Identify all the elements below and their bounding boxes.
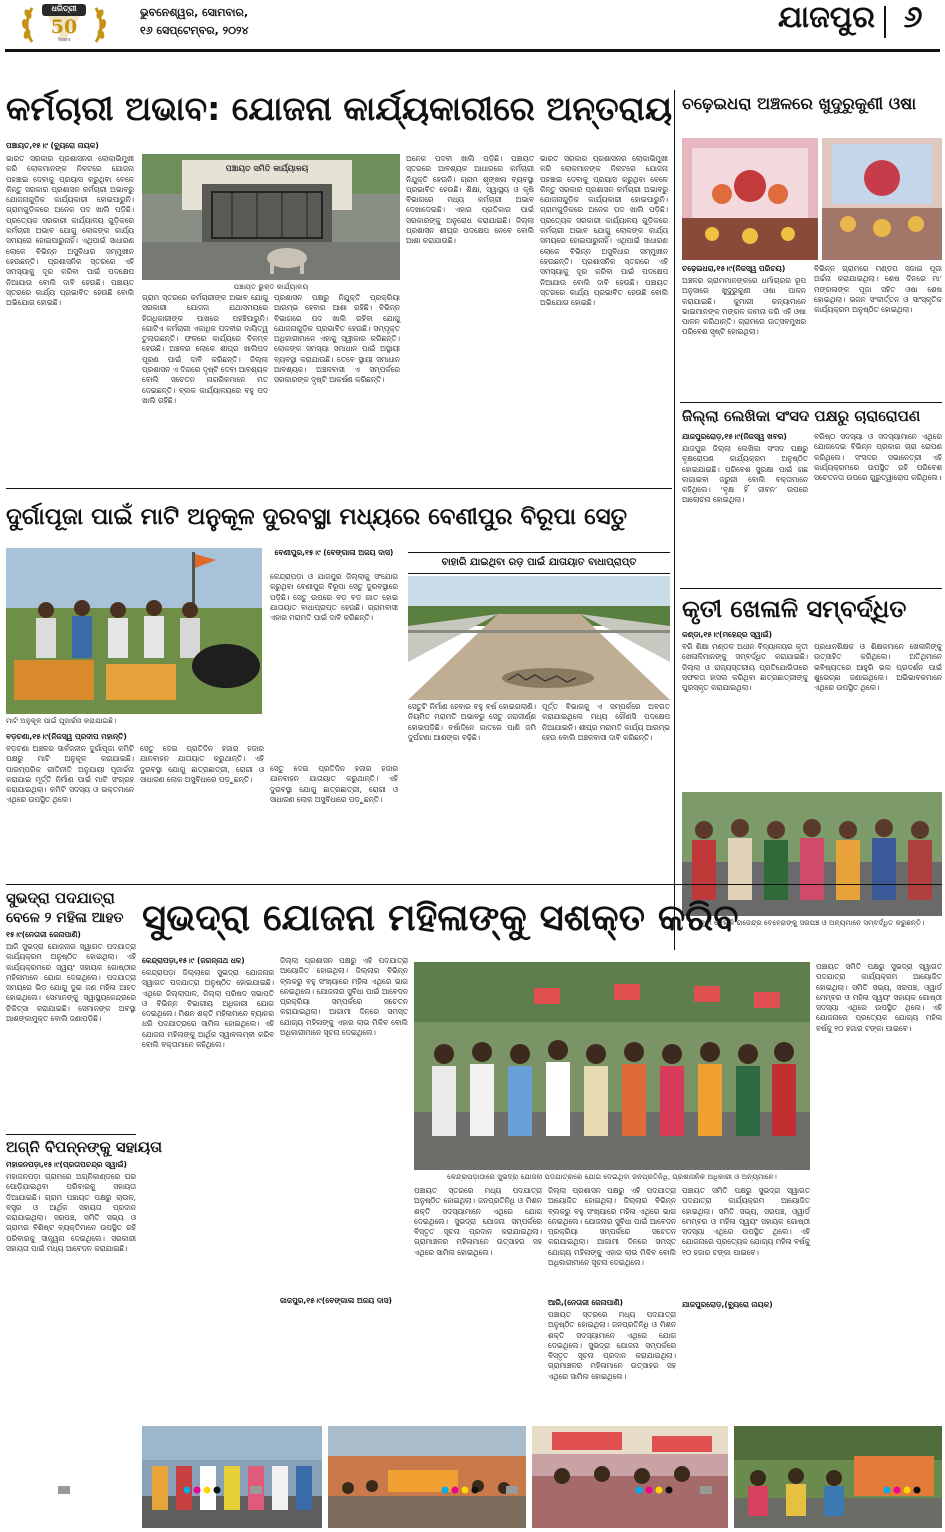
chadhei-column-2: ବିଭିନ୍ନ ଗ୍ରାମରେ ମଣ୍ଡପ ସଜାଇ ପୂଜା ଅର୍ଚ୍ଚନା କରାଯାଇଥିଲା। ଶେଷ ଦିନରେ ମା’ ମଙ୍ଗଳାଙ୍କ ପୂଜା ସହିତ ଓଷା ଶେଷ ହୋଇଥିଲା। ଭଜନ ସଂକୀର୍ତ୍ତନ ଓ ସାଂସ୍କୃତିକ କାର୍ଯ୍ୟକ୍ରମ ଅନୁଷ୍ଠିତ ହୋଇଥିଲା। (814, 264, 942, 315)
registration-mark (506, 1486, 518, 1494)
subhadra-strip-photo-2 (328, 1426, 526, 1528)
masthead-place-day: ଭୁବନେଶ୍ୱର, ସୋମବାର, (140, 6, 249, 19)
subhadra-top-rule (6, 884, 942, 885)
lead-column-3: ପ୍ରଶାସନ ପକ୍ଷରୁ ନିଯୁକ୍ତି ପ୍ରକ୍ରିୟା ଆରମ୍ଭ ହେବାର ଆଶା ରହିଛି। ବିଭିନ୍ନ ବିଭାଗରେ ପଦ ଖାଲି ରହିବା ଯୋଗୁ ଯୋଜନାଗୁଡ଼ିକ ପ୍ରଭାବିତ ହେଉଛି। ସମ୍ପୃକ୍ତ ଅଧିକାରୀମାନେ ଏହାକୁ ସ୍ୱୀକାର କରିଛନ୍ତି। ଲୋକଙ୍କ ସମସ୍ୟା ସମାଧାନ ପାଇଁ ଅସ୍ଥାୟୀ ବ୍ୟବସ୍ଥା କରାଯାଉଛି। ତେବେ ସ୍ଥାୟୀ ସମାଧାନ ଆବଶ୍ୟକ। ଅଞ୍ଚଳବାସୀ ଏ ସମ୍ପର୍କରେ ସରକାରଙ୍କ ଦୃଷ୍ଟି ଆକର୍ଷଣ କରିଛନ୍ତି। (274, 293, 400, 385)
kruti-column-1: ବରି ଶିକ୍ଷା ମଣ୍ଡଳ ଅଧୀନ ବିଦ୍ୟାଳୟର କୃତୀ ଖେଳାଳିମାନଙ୍କୁ ସମ୍ବର୍ଦ୍ଧିତ କରାଯାଇଛି। ଜିଲ୍ଲା ଓ ରାଜ୍ୟସ୍ତରୀୟ ପ୍ରତିଯୋଗିତାରେ ସଫଳତା ହାସଲ କରିଥିବା ଛାତ୍ରଛାତ୍ରୀଙ୍କୁ ପୁରସ୍କୃତ କରାଯାଇଥିଲା। (682, 642, 808, 693)
subhadra-sub-dateline-2: ଆରି,(ନେତାଜୀ ଜେନାପାଣି) (548, 1298, 623, 1307)
agni-headline: ଅଗ୍ନି ବିପନ୍ନଙ୍କୁ ସହାୟତା (6, 1138, 163, 1156)
registration-mark (58, 1486, 70, 1494)
print-registration-marks (0, 1482, 945, 1498)
jilla-dateline: ଯାଜପୁରରୋଡ଼,୧୫।୯(ନିଜସ୍ୱ ଖବର) (682, 432, 787, 441)
subhadra-strip-photo-1 (142, 1426, 322, 1528)
subhadra-column-6: ପଞ୍ଚାୟତ ସମିତି ପକ୍ଷରୁ ସୁଭଦ୍ରା ସ୍ୱାଗତ ପଦଯାତ୍ରା କାର୍ଯ୍ୟକ୍ରମ ଆୟୋଜିତ ହୋଇଥିଲା। ସମିତି ସଭ୍ୟ, ସରପଞ୍ଚ, ଓ୍ୱାର୍ଡ ମେମ୍ବର ଓ ମହିଳା ସ୍ୱୟଂ ସହାୟକ ଗୋଷ୍ଠୀ ସଦସ୍ୟା ଏଥିରେ ଉପସ୍ଥିତ ଥିଲେ। ଏହି ଯୋଜନାରେ ପ୍ରତ୍ୟେକ ଯୋଗ୍ୟ ମହିଳା ବର୍ଷକୁ ୧୦ ହଜାର ଟଙ୍କା ପାଇବେ। (682, 1186, 810, 1257)
jilla-column-1: ଯାଜପୁର ଜିଲ୍ଲା ଲେଖିକା ସଂସଦ ପକ୍ଷରୁ ବୃକ୍ଷରୋପଣ କାର୍ଯ୍ୟକ୍ରମ ଅନୁଷ୍ଠିତ ହୋଇଯାଇଛି। ପରିବେଶ ସୁରକ୍ଷା ପାଇଁ ଗଛ ଲଗାଇବା ଜରୁରୀ ବୋଲି ବକ୍ତାମାନେ କହିଥିଲେ। ‘ବୃକ୍ଷ ହିଁ ଜୀବନ’ ଉପରେ ଆଲୋଚନା ହୋଇଥିଲା। (682, 444, 808, 505)
durga-left-dateline: ବଡ଼ଚଣା,୧୫।୯(ନିଜସ୍ୱ ପ୍ରଦୀପ ମହାନ୍ତି) (6, 732, 127, 741)
lead-column-1: ଭାରତ ସରକାର ପ୍ରଶାସନର ଲୋକାଭିମୁଖୀ କରି ଲୋକମାନଙ୍କ ନିକଟରେ ଯୋଜନା ପହଞ୍ଚାଇ ଦେବାକୁ ପ୍ରୟାସ କରୁଥିବା ବେଳେ କିନ୍ତୁ ସରକାର ପ୍ରଶାସନ କର୍ମଚାରୀ ଅଭାବରୁ ଯୋଜନାଗୁଡ଼ିକ କାର୍ଯ୍ୟକାରୀ ହୋଇପାରୁନି। ଗ୍ରାମଗୁଡ଼ିକରେ ଅନେକ ପଦ ଖାଲି ପଡ଼ିଛି। ପ୍ରତ୍ୟେକ ସରକାରୀ କାର୍ଯ୍ୟାଳୟ ଗୁଡ଼ିକରେ କର୍ମଚାରୀ ଅଭାବ ଯୋଗୁ ଲୋକଙ୍କ କାର୍ଯ୍ୟ ସମୟରେ ହୋଇପାରୁନାହିଁ। ଏଥିପାଇଁ ସାଧାରଣ ଲୋକେ ବିଭିନ୍ନ ଅସୁବିଧାର ସମ୍ମୁଖୀନ ହେଉଛନ୍ତି। ପ୍ରଶାସନିକ ସ୍ତରରେ ଏହି ସମସ୍ୟାକୁ ଦୂର କରିବା ପାଇଁ ପଦକ୍ଷେପ ନିଆଯାଉ ବୋଲି ଦାବି ହେଉଛି। ପଞ୍ଚାୟତ ସ୍ତରରେ କାର୍ଯ୍ୟ ପ୍ରଭାବିତ ହେଉଛି ବୋଲି ଅଭିଯୋଗ ହୋଇଛି। (6, 154, 134, 308)
agni-rule (6, 1134, 136, 1135)
jilla-rule (680, 588, 942, 589)
subhadra-main-photo (414, 962, 810, 1170)
subhadra-column-3: ପଞ୍ଚାୟତ ସ୍ତରରେ ମଧ୍ୟ ପଦଯାତ୍ରା ଅନୁଷ୍ଠିତ ହୋଇଥିଲା। ଜନପ୍ରତିନିଧି ଓ ମିଶନ ଶକ୍ତି ସଦସ୍ୟାମାନେ ଏଥିରେ ଯୋଗ ଦେଇଥିଲେ। ସୁଭଦ୍ରା ଯୋଜନା ସମ୍ପର୍କରେ ବିସ୍ତୃତ ସୂଚନା ପ୍ରଦାନ କରାଯାଇଥିଲା। ଗ୍ରାମାଞ୍ଚଳର ମହିଳାମାନେ ଉତ୍ସାହର ସହ ଏଥିରେ ସାମିଲ ହୋଇଥିଲେ। (414, 1186, 542, 1257)
jilla-column-2: ବରିଷ୍ଠ ସଦସ୍ୟା ଓ ସଦସ୍ୟାମାନେ ଏଥିରେ ଯୋଗଦେଇ ବିଭିନ୍ନ ପ୍ରକାର ଚାରା ରୋପଣ କରିଥିଲେ। ସଂସଦର ସଭାନେତ୍ରୀ ଏହି କାର୍ଯ୍ୟକ୍ରମରେ ଉପସ୍ଥିତ ରହି ପରିବେଶ ସଚେତନତା ଉପରେ ଗୁରୁତ୍ୱାରୋପ କରିଥିଲେ। (814, 432, 942, 483)
subhadra-small-dateline: ୧୫।୯(ନେତାଜୀ ଜେନାପାଣି) (6, 930, 81, 939)
subhadra-main-caption: କେନ୍ଦ୍ରାପଡ଼ାଠାରେ ସୁଭଦ୍ରା ଯୋଜନା ପଦଯାତ୍ରାରେ ଯୋଗ ଦେଇଥିବା ଜନପ୍ରତିନିଧି, ପ୍ରଶାସନିକ ଅଧିକାରୀ ଓ ଅନ୍ୟମାନେ। (447, 1172, 777, 1181)
masthead (0, 0, 945, 50)
kruti-column-2: ପ୍ରଧାନଶିକ୍ଷକ ଓ ଶିକ୍ଷକମାନେ ଖେଳାଳିଙ୍କୁ ଉତ୍ସାହିତ କରିଥିଲେ। ଅତିଥିମାନେ ଭବିଷ୍ୟତରେ ଆହୁରି ଭଲ ପ୍ରଦର୍ଶନ ପାଇଁ ଶୁଭେଚ୍ଛା ଜଣାଇଥିଲେ। ଅଭିଭାବକମାନେ ଏଥିରେ ଉପସ୍ଥିତ ଥିଲେ। (814, 642, 942, 693)
kruti-caption: କୃତୀ ଖେଳାଳି ରାଜେନ୍ଦ୍ର ବେହେରାଙ୍କୁ ସରପଞ୍ଚ ଓ ଅନ୍ୟମାନେ ସମ୍ବର୍ଦ୍ଧିତ କରୁଛନ୍ତି। (699, 918, 925, 927)
anniversary-logo (18, 2, 110, 46)
color-dots-icon (440, 1484, 480, 1496)
subhadra-headline: ସୁଭଦ୍ରା ଯୋଜନା ମହିଳାଙ୍କୁ ସଶକ୍ତ କରିବ (142, 896, 739, 939)
section-title: ଯାଜପୁର (778, 0, 875, 35)
logo-number: 50 (50, 16, 78, 38)
lead-photo-caption: ପଞ୍ଚାୟତ ଭୁକ୍ତ କାର୍ଯ୍ୟାଳୟ (233, 282, 309, 291)
lead-photo (142, 154, 400, 280)
subhadra-small-body: ଆଜି ସୁଭଦ୍ରା ଯୋଜନାର ସ୍ୱାଗତ ପଦଯାତ୍ରା କାର୍ଯ୍ୟକ୍ରମ ଅନୁଷ୍ଠିତ ହୋଇଥିଲା। ଏହି କାର୍ଯ୍ୟକ୍ରମରେ ସ୍ୱୟଂ ସହାୟକ ଗୋଷ୍ଠୀର ମହିଳାମାନେ ଯୋଗ ଦେଇଥିଲେ। ପଦଯାତ୍ରା ସମୟରେ ଭିଡ଼ ଯୋଗୁ ଦୁଇ ଜଣ ମହିଳା ଆହତ ହୋଇଥିଲେ। ସେମାନଙ୍କୁ ସ୍ୱାସ୍ଥ୍ୟକେନ୍ଦ୍ରରେ ଚିକିତ୍ସା କରାଯାଇଛି। ସେମାନଙ୍କ ଅବସ୍ଥା ଆଶଙ୍କାମୁକ୍ତ ବୋଲି ଜଣାପଡ଼ିଛି। (6, 942, 136, 1024)
agni-dateline: ମହାଜନପଡ଼ା,୧୫।୯(ପ୍ରତାପଚନ୍ଦ୍ର ସ୍ୱାଇଁ) (6, 1160, 127, 1169)
color-dots-icon (882, 1484, 922, 1496)
agni-body: ମହାଜନପଡ଼ା ଗ୍ରାମରେ ଅଗ୍ନିକାଣ୍ଡରେ ଘର ପୋଡ଼ିଯାଇଥିବା ପରିବାରକୁ ସହାୟତା ଦିଆଯାଇଛି। ଗ୍ରାମ ପଞ୍ଚାୟତ ପକ୍ଷରୁ ଚାଉଳ, ବସ୍ତ୍ର ଓ ଆର୍ଥିକ ସହାୟତା ପ୍ରଦାନ କରାଯାଇଥିଲା। ସରପଞ୍ଚ, ସମିତି ସଭ୍ୟ ଓ ଗ୍ରାମର ବିଶିଷ୍ଟ ବ୍ୟକ୍ତିମାନେ ଉପସ୍ଥିତ ରହି ପରିବାରକୁ ସାନ୍ତ୍ୱନା ଦେଇଥିଲେ। ସରକାରୀ ସହାୟତା ପାଇଁ ମଧ୍ୟ ଆବେଦନ କରାଯାଇଛି। (6, 1172, 136, 1254)
durga-headline: ଦୁର୍ଗାପୂଜା ପାଇଁ ମାଟି ଅନୁକୂଳ ଦୁରବସ୍ଥା ମଧ୍ୟରେ ବେଣୀପୁର ବିରୂପା ସେତୁ (6, 504, 627, 530)
kruti-dateline: କଣ୍ଡା,୧୫।୯(ମହେନ୍ଦ୍ର ସ୍ୱାଇଁ) (682, 630, 773, 639)
durga-photo-headline-box (408, 552, 670, 574)
durga-photo-headline: ବାହାରି ଯାଇଥିବା ରଡ଼ ପାଇଁ ଯାତାୟାତ ବାଧାପ୍ରାପ୍ତ (441, 557, 637, 568)
subhadra-small-headline-2: ବେଳେ ୨ ମହିଳା ଆହତ (6, 910, 124, 926)
subhadra-dateline: କେନ୍ଦ୍ରାପଡ଼ା,୧୫।୯ (ଜଗନ୍ନାଥ ଧଳ) (142, 956, 245, 965)
durga-right-column-2: ସେତୁଟି ନିର୍ମାଣ ହେବାର ବହୁ ବର୍ଷ ହୋଇଗଲାଣି। ନିୟମିତ ମରାମତି ଅଭାବରୁ ସେତୁ ଜରାଜୀର୍ଣ୍ଣ ହୋଇପଡ଼ିଛି। ବର୍ଷାଦିନେ ଗାତରେ ପାଣି ଜମି ଦୁର୍ଘଟଣା ଆଶଙ୍କା ବଢ଼ିଛି। (408, 702, 536, 742)
subhadra-sub-dateline-3: ଯାଜପୁରରୋଡ଼,(ବ୍ୟୁରୋ ନାୟକ) (682, 1300, 773, 1309)
subhadra-strip-photo-3 (532, 1426, 728, 1528)
chadhei-dateline: ଚଢ଼େଇଧରା,୧୫।୯(ନିଜସ୍ୱ ପରିଚୟ) (682, 264, 786, 273)
subhadra-column-4: ଜିଲ୍ଲା ପ୍ରଶାସନ ପକ୍ଷରୁ ଏହି ପଦଯାତ୍ରା ଆୟୋଜିତ ହୋଇଥିଲା। ଜିଲ୍ଲାର ବିଭିନ୍ନ ବ୍ଲକରୁ ବହୁ ସଂଖ୍ୟାରେ ମହିଳା ଏଥିରେ ଭାଗ ନେଇଥିଲେ। ଯୋଜନାର ସୁବିଧା ପାଇଁ ଆବେଦନ ପ୍ରକ୍ରିୟା ସମ୍ପର୍କରେ ସଚେତନ କରାଯାଇଥିଲା। ଆଗାମୀ ଦିନରେ ସମସ୍ତ ଯୋଗ୍ୟ ମହିଳାଙ୍କୁ ଏହାର ଲାଭ ମିଳିବ ବୋଲି ଅଧିକାରୀମାନେ ସୂଚନା ଦେଇଥିଲେ। (548, 1186, 676, 1268)
durga-left-caption: ମାଟି ଅନୁକୂଳ ପାଇଁ ପୂଜାର୍ଚ୍ଚନା କରାଯାଇଛି। (6, 716, 117, 725)
lead-column-4: ଅନେକ ପଦବୀ ଖାଲି ପଡ଼ିଛି। ପଞ୍ଚାୟତ ସ୍ତରରେ ଆବଶ୍ୟକ ଆଧାରରେ କର୍ମଚାରୀ ନିଯୁକ୍ତି ହେଉନି। ଗ୍ରାମ ଶୃଙ୍ଖଳା ବ୍ୟବସ୍ଥା ପ୍ରଭାବିତ ହେଉଛି। ଶିକ୍ଷା, ସ୍ୱାସ୍ଥ୍ୟ ଓ କୃଷି ବିଭାଗରେ ମଧ୍ୟ କର୍ମଚାରୀ ଅଭାବ ଦେଖାଦେଇଛି। ଏହାର ପ୍ରତିକାର ପାଇଁ ସରକାରଙ୍କୁ ଅନୁରୋଧ କରାଯାଇଛି। ଜିଲ୍ଲା ପ୍ରଶାସନ ଶୀଘ୍ର ପଦକ୍ଷେପ ନେବେ ବୋଲି ଆଶା କରାଯାଉଛି। (406, 154, 534, 246)
logo-text: ଧରିତ୍ରୀ (51, 4, 77, 13)
subhadra-right-column: ପଞ୍ଚାୟତ ସମିତି ପକ୍ଷରୁ ସୁଭଦ୍ରା ସ୍ୱାଗତ ପଦଯାତ୍ରା କାର୍ଯ୍ୟକ୍ରମ ଆୟୋଜିତ ହୋଇଥିଲା। ସମିତି ସଭ୍ୟ, ସରପଞ୍ଚ, ଓ୍ୱାର୍ଡ ମେମ୍ବର ଓ ମହିଳା ସ୍ୱୟଂ ସହାୟକ ଗୋଷ୍ଠୀ ସଦସ୍ୟା ଏଥିରେ ଉପସ୍ଥିତ ଥିଲେ। ଏହି ଯୋଜନାରେ ପ୍ରତ୍ୟେକ ଯୋଗ୍ୟ ମହିଳା ବର୍ଷକୁ ୧୦ ହଜାର ଟଙ୍କା ପାଇବେ। (816, 962, 942, 1033)
subhadra-column-2: ଜିଲ୍ଲା ପ୍ରଶାସନ ପକ୍ଷରୁ ଏହି ପଦଯାତ୍ରା ଆୟୋଜିତ ହୋଇଥିଲା। ଜିଲ୍ଲାର ବିଭିନ୍ନ ବ୍ଲକରୁ ବହୁ ସଂଖ୍ୟାରେ ମହିଳା ଏଥିରେ ଭାଗ ନେଇଥିଲେ। ଯୋଜନାର ସୁବିଧା ପାଇଁ ଆବେଦନ ପ୍ରକ୍ରିୟା ସମ୍ପର୍କରେ ସଚେତନ କରାଯାଇଥିଲା। ଆଗାମୀ ଦିନରେ ସମସ୍ତ ଯୋଗ୍ୟ ମହିଳାଙ୍କୁ ଏହାର ଲାଭ ମିଳିବ ବୋଲି ଅଧିକାରୀମାନେ ସୂଚନା ଦେଇଥିଲେ। (280, 956, 408, 1038)
signboard: ପଞ୍ଚାୟତ ସମିତି କାର୍ଯ୍ୟାଳୟ (225, 164, 309, 173)
durga-right-column-3: ପୂର୍ତ୍ତ ବିଭାଗକୁ ଏ ସମ୍ପର୍କରେ ଅବଗତ କରାଯାଇଥିଲେ ମଧ୍ୟ କୌଣସି ପଦକ୍ଷେପ ନିଆଯାଇନି। ଶୀଘ୍ର ମରାମତି କାର୍ଯ୍ୟ ଆରମ୍ଭ ହେଉ ବୋଲି ଅଞ୍ଚଳବାସୀ ଦାବି କରିଛନ୍ତି। (542, 702, 670, 742)
chadhei-photo-right (822, 138, 942, 260)
lead-headline: କର୍ମଚାରୀ ଅଭାବ: ଯୋଜନା କାର୍ଯ୍ୟକାରୀରେ ଅନ୍ତରାୟ (6, 89, 673, 128)
registration-mark (700, 1486, 712, 1494)
color-dots-icon (182, 1484, 222, 1496)
durga-right-dateline: ବେଣୀପୁର,୧୫।୯ (ବେଙ୍ଗାଳା ଅଜୟ ଦାସ) (274, 548, 394, 557)
durga-right-column-1: କେନ୍ଦ୍ରାପଡ଼ା ଓ ଯାଜପୁର ଜିଲ୍ଲାକୁ ସଂଯୋଗ କରୁଥିବା ବେଣୀପୁର ବିରୂପା ସେତୁ ଦୁରବସ୍ଥାରେ ପଡ଼ିଛି। ସେତୁ ଉପରେ ବଡ଼ ବଡ଼ ଗାତ ହୋଇ ଯାତାୟାତ ବାଧାପ୍ରାପ୍ତ ହେଉଛି। ଗ୍ରାମବାସୀ ଏହାର ମରାମତି ପାଇଁ ଦାବି କରିଛନ୍ତି। (270, 572, 398, 623)
subhadra-column-5: ପଞ୍ଚାୟତ ସ୍ତରରେ ମଧ୍ୟ ପଦଯାତ୍ରା ଅନୁଷ୍ଠିତ ହୋଇଥିଲା। ଜନପ୍ରତିନିଧି ଓ ମିଶନ ଶକ୍ତି ସଦସ୍ୟାମାନେ ଏଥିରେ ଯୋଗ ଦେଇଥିଲେ। ସୁଭଦ୍ରା ଯୋଜନା ସମ୍ପର୍କରେ ବିସ୍ତୃତ ସୂଚନା ପ୍ରଦାନ କରାଯାଇଥିଲା। ଗ୍ରାମାଞ୍ଚଳର ମହିଳାମାନେ ଉତ୍ସାହର ସହ ଏଥିରେ ସାମିଲ ହୋଇଥିଲେ। (548, 1310, 676, 1381)
durga-photo (6, 548, 262, 714)
color-dots-icon (634, 1484, 674, 1496)
jilla-headline: ଜିଲ୍ଲା ଲେଖିକା ସଂସଦ ପକ୍ଷରୁ ଚାରାରୋପଣ (682, 407, 921, 425)
subhadra-column-1: କେନ୍ଦ୍ରାପଡ଼ା ଜିଲ୍ଲାରେ ସୁଭଦ୍ରା ଯୋଜନାର ସ୍ୱାଗତ ପଦଯାତ୍ରା ଅନୁଷ୍ଠିତ ହୋଇଯାଇଛି। ଏଥିରେ ଜିଲ୍ଲାପାଳ, ଜିଲ୍ଲା ପରିଷଦ ସଭାପତି ଓ ବିଭିନ୍ନ ବିଭାଗୀୟ ଅଧିକାରୀ ଯୋଗ ଦେଇଥିଲେ। ମିଶନ ଶକ୍ତି ମହିଳାମାନେ ବ୍ୟାନର ଧରି ପଦଯାତ୍ରାରେ ସାମିଲ ହୋଇଥିଲେ। ଏହି ଯୋଜନା ମହିଳାଙ୍କୁ ଆର୍ଥିକ ସ୍ୱାବଲମ୍ବୀ କରିବ ବୋଲି ବକ୍ତାମାନେ କହିଥିଲେ। (142, 968, 274, 1050)
lead-column-2: ଗ୍ରାମ ସ୍ତରରେ କର୍ମଚାରୀଙ୍କ ଅଭାବ ଯୋଗୁ ସରକାରୀ ଯୋଜନା ଯଥାସମୟରେ ହିତାଧିକାରୀଙ୍କ ପାଖରେ ପହଞ୍ଚିପାରୁନି। ଗୋଟିଏ କର୍ମଚାରୀ ଏକାଧିକ ପଦବୀର ଦାୟିତ୍ୱ ତୁଲାଉଛନ୍ତି। ଫଳରେ କାର୍ଯ୍ୟରେ ବିଳମ୍ବ ହେଉଛି। ଅଞ୍ଚଳର ଲୋକେ ଶୀଘ୍ର ଖାଲିପଦ ପୂରଣ ପାଇଁ ଦାବି କରିଛନ୍ତି। ଜିଲ୍ଲା ପ୍ରଶାସନ ଏ ଦିଗରେ ଦୃଷ୍ଟି ଦେବା ଆବଶ୍ୟକ ବୋଲି ସଚେତନ ନାଗରିକମାନେ ମତ ଦେଇଛନ୍ତି। ବ୍ଲକ କାର୍ଯ୍ୟାଳୟରେ ବହୁ ପଦ ଖାଲି ରହିଛି। (142, 293, 268, 405)
durga-left-body-2: ସେତୁ ଦେଇ ପ୍ରତିଦିନ ହଜାର ହଜାର ଯାନବାହନ ଯାତାୟାତ କରୁଥାନ୍ତି। ଏହି ଦୁରବସ୍ଥା ଯୋଗୁ ଛାତ୍ରଛାତ୍ରୀ, ରୋଗୀ ଓ ସାଧାରଣ ଲୋକ ଅସୁବିଧାରେ ପଡ଼ୁଛନ୍ତି। (140, 744, 264, 784)
lead-column-5: ଭାରତ ସରକାର ପ୍ରଶାସନର ଲୋକାଭିମୁଖୀ କରି ଲୋକମାନଙ୍କ ନିକଟରେ ଯୋଜନା ପହଞ୍ଚାଇ ଦେବାକୁ ପ୍ରୟାସ କରୁଥିବା ବେଳେ କିନ୍ତୁ ସରକାର ପ୍ରଶାସନ କର୍ମଚାରୀ ଅଭାବରୁ ଯୋଜନାଗୁଡ଼ିକ କାର୍ଯ୍ୟକାରୀ ହୋଇପାରୁନି। ଗ୍ରାମଗୁଡ଼ିକରେ ଅନେକ ପଦ ଖାଲି ପଡ଼ିଛି। ପ୍ରତ୍ୟେକ ସରକାରୀ କାର୍ଯ୍ୟାଳୟ ଗୁଡ଼ିକରେ କର୍ମଚାରୀ ଅଭାବ ଯୋଗୁ ଲୋକଙ୍କ କାର୍ଯ୍ୟ ସମୟରେ ହୋଇପାରୁନାହିଁ। ଏଥିପାଇଁ ସାଧାରଣ ଲୋକେ ବିଭିନ୍ନ ଅସୁବିଧାର ସମ୍ମୁଖୀନ ହେଉଛନ୍ତି। ପ୍ରଶାସନିକ ସ୍ତରରେ ଏହି ସମସ୍ୟାକୁ ଦୂର କରିବା ପାଇଁ ପଦକ୍ଷେପ ନିଆଯାଉ ବୋଲି ଦାବି ହେଉଛି। ପଞ୍ଚାୟତ ସ୍ତରରେ କାର୍ଯ୍ୟ ପ୍ରଭାବିତ ହେଉଛି ବୋଲି ଅଭିଯୋଗ ହୋଇଛି। (540, 154, 668, 308)
masthead-date: ୧୬ ସେପ୍ଟେମ୍ବର, ୨୦୨୪ (140, 24, 249, 37)
subhadra-strip-photo-4 (734, 1426, 942, 1528)
chadhei-photo-left (682, 138, 818, 260)
col-rule-right (674, 90, 675, 950)
subhadra-sub-dateline-1: ଜାଜପୁର,୧୫।୯(ବେଙ୍ଗାଳା ଅଜୟ ଦାସ) (280, 1296, 392, 1305)
page-number: ୬ (903, 0, 923, 35)
masthead-divider (884, 6, 886, 38)
chadhei-headline: ଚଢ଼େଇଧରା ଅଞ୍ଚଳରେ ଖୁଦୁରୁକୁଣୀ ଓଷା (682, 94, 917, 113)
subhadra-small-headline-1: ସୁଭଦ୍ରା ପଦଯାତ୍ରା (6, 889, 115, 907)
chadhei-rule (680, 402, 942, 403)
kruti-headline: କୃତୀ ଖେଳାଳି ସମ୍ବର୍ଦ୍ଧିତ (682, 595, 907, 623)
registration-mark (250, 1486, 262, 1494)
logo-sub: Years (57, 37, 71, 43)
lead-dateline: ପଞ୍ଚାୟତ,୧୫।୯ (ବ୍ୟୁରୋ ନାୟକ) (6, 141, 99, 150)
durga-top-rule (6, 488, 672, 489)
durga-middle-column: ସେତୁ ଦେଇ ପ୍ରତିଦିନ ହଜାର ହଜାର ଯାନବାହନ ଯାତାୟାତ କରୁଥାନ୍ତି। ଏହି ଦୁରବସ୍ଥା ଯୋଗୁ ଛାତ୍ରଛାତ୍ରୀ, ରୋଗୀ ଓ ସାଧାରଣ ଲୋକ ଅସୁବିଧାରେ ପଡ଼ୁଛନ୍ତି। (270, 764, 398, 804)
durga-left-body: ବଡ଼ଚଣା ଅଞ୍ଚଳର ସାର୍ବଜନୀନ ଦୁର୍ଗାପୂଜା କମିଟି ପକ୍ଷରୁ ମାଟି ଅନୁକୂଳ କରାଯାଇଛି। ପାରମ୍ପରିକ ରୀତିନୀତି ଅନୁଯାୟୀ ପୂଜାର୍ଚ୍ଚନା କରାଯାଇ ମୂର୍ତ୍ତି ନିର୍ମାଣ ପାଇଁ ମାଟି ସଂଗ୍ରହ କରାଯାଇଥିଲା। କମିଟି ସଦସ୍ୟ ଓ ଭକ୍ତମାନେ ଏଥିରେ ଉପସ୍ଥିତ ଥିଲେ। (6, 744, 134, 805)
chadhei-column-1: ଅଞ୍ଚଳର ଗ୍ରାମମାନଙ୍କରେ ଧର୍ମାଚାରର ରୂପ ଅନୁସାରେ ଖୁଦୁରୁକୁଣୀ ଓଷା ପାଳନ କରାଯାଇଛି। କୁମାରୀ କନ୍ୟାମାନେ ଭାଇମାନଙ୍କ ମଙ୍ଗଳ କାମନା କରି ଏହି ଓଷା ପାଳନ କରିଥାନ୍ତି। ଗ୍ରାମରେ ଉତ୍ସବମୁଖର ପରିବେଶ ସୃଷ୍ଟି ହୋଇଥିଲା। (682, 276, 806, 337)
masthead-rule (5, 49, 940, 52)
bridge-photo (408, 576, 670, 700)
